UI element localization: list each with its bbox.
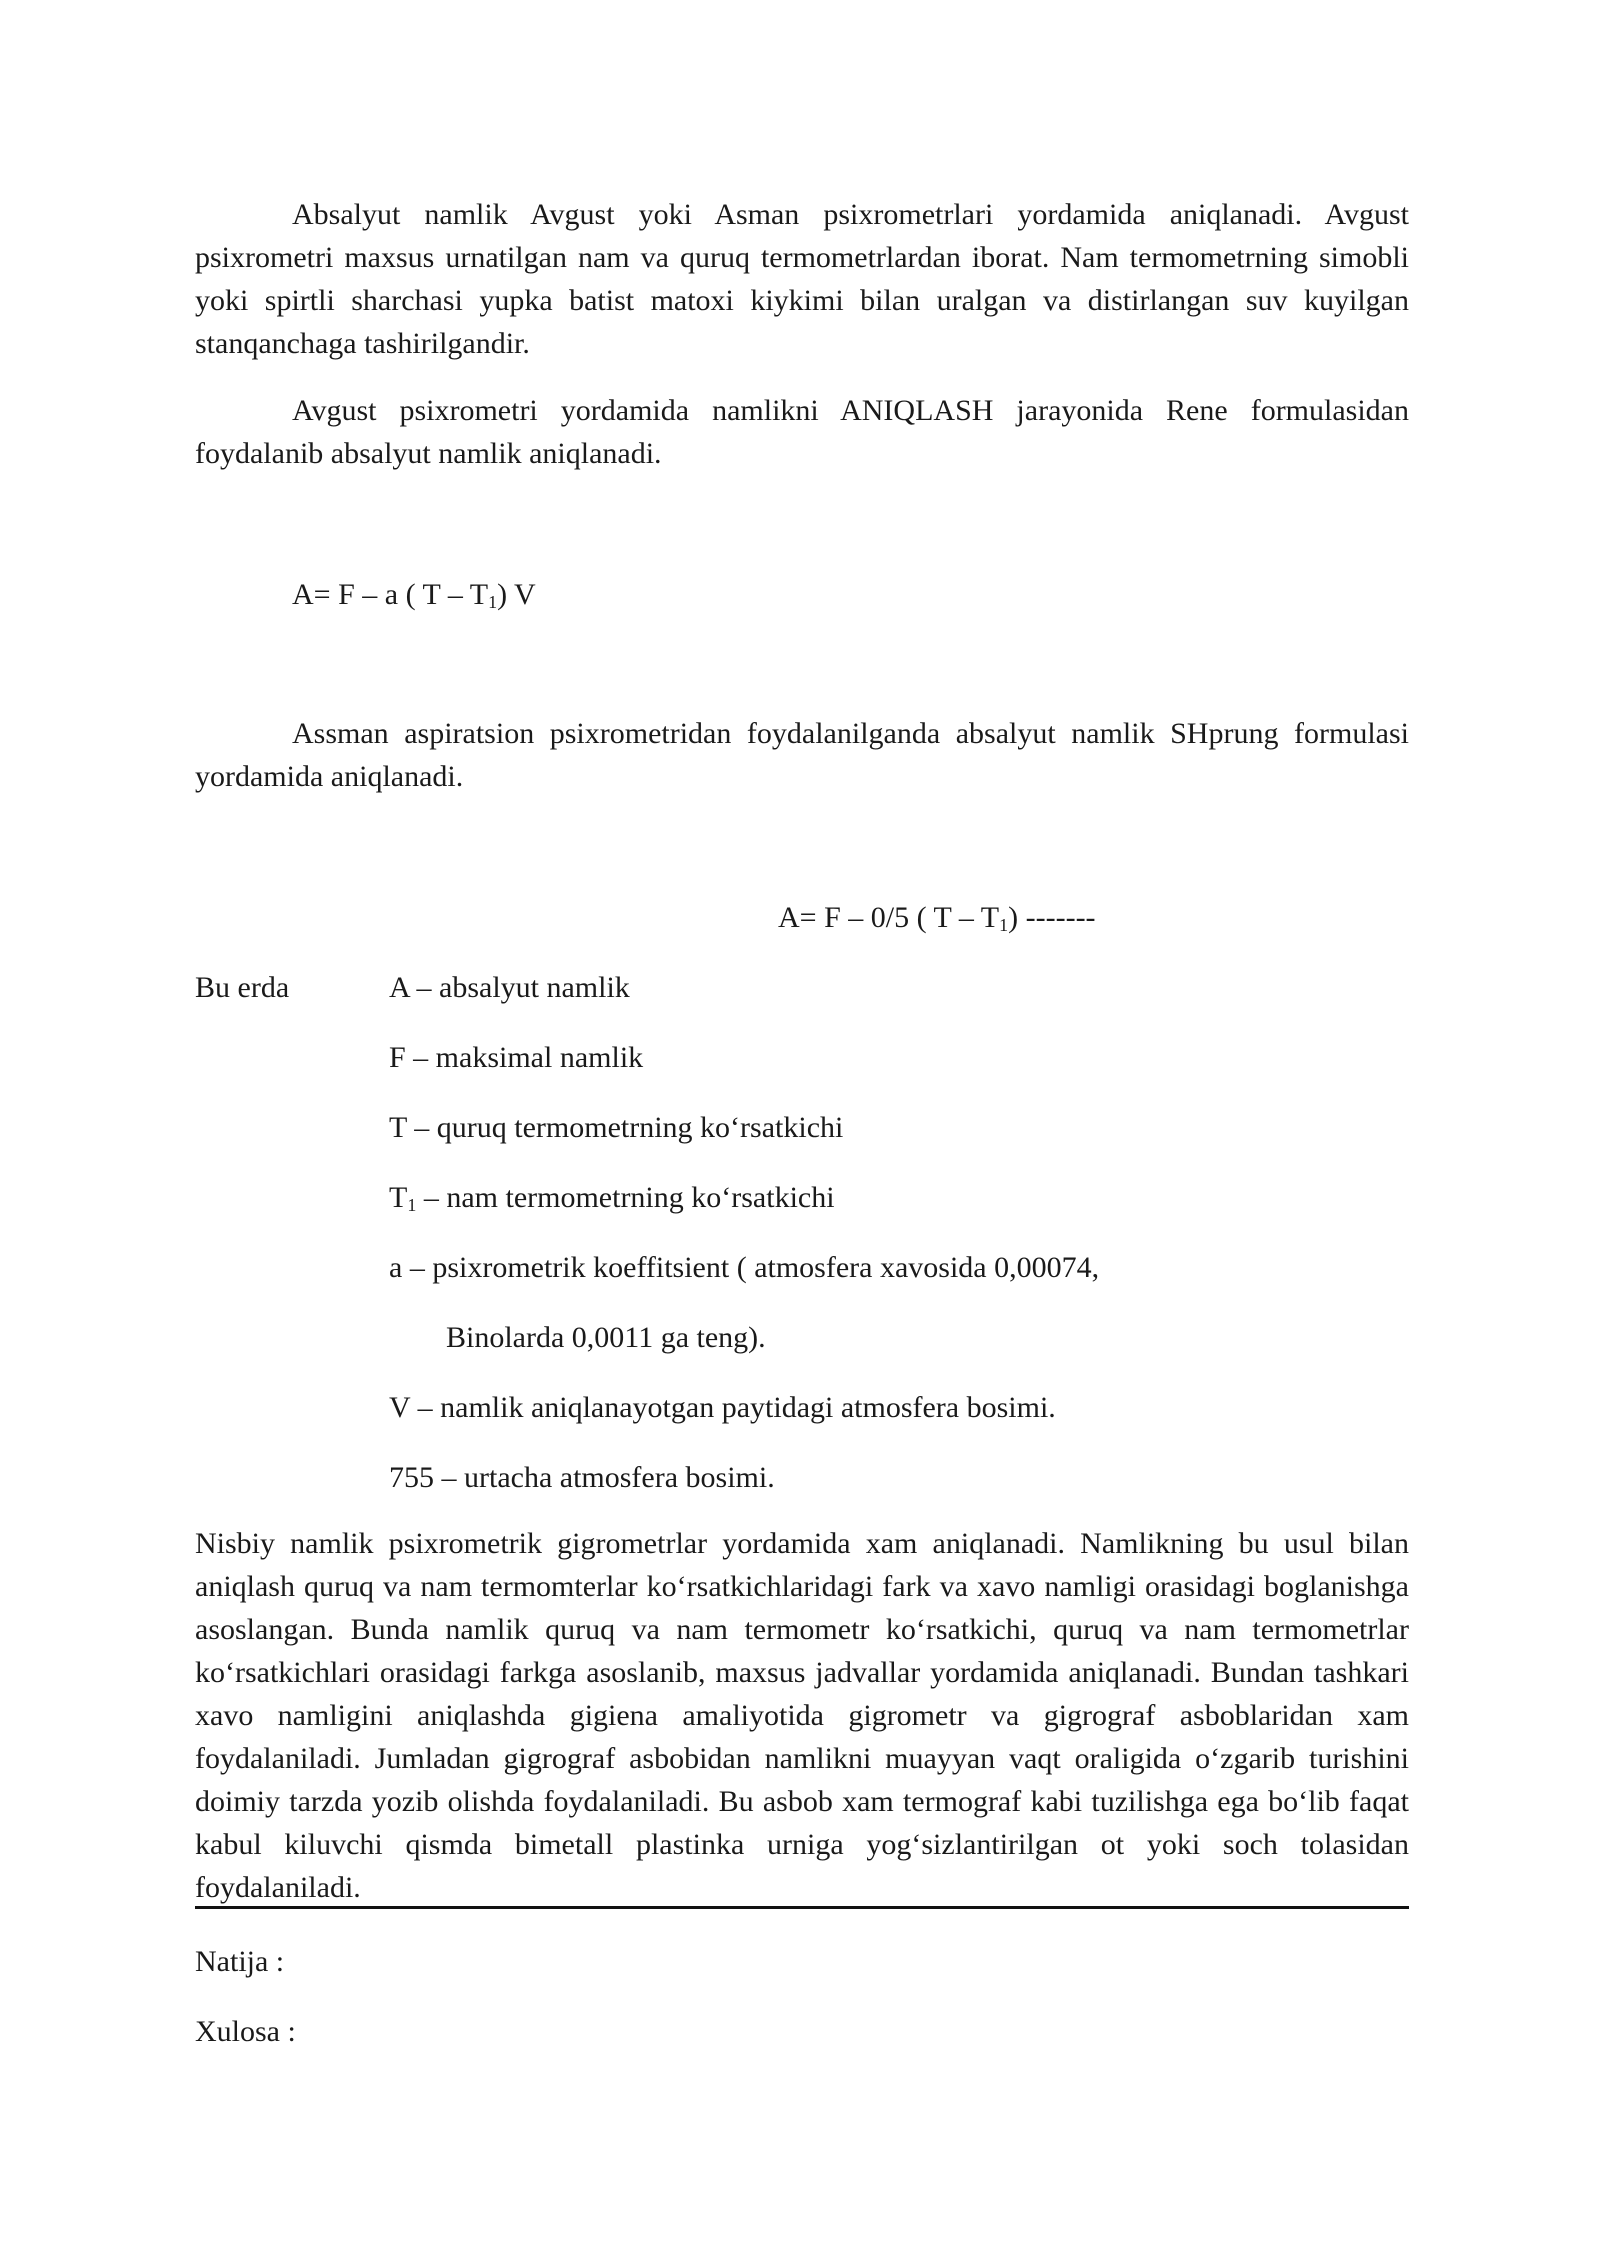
formula-rene-tail: ) V: [497, 578, 536, 611]
formula-shprung-tail: ) -------: [1008, 901, 1096, 934]
horizontal-rule: [195, 1906, 1409, 1909]
paragraph-avgust-asman: Absalyut namlik Avgust yoki Asman psixrometrlari yordamida aniqlanadi. Avgust psixrometri maxsus urnatilgan nam va quruq termometrlardan iborat. Nam termometrning simobli yoki spirtli sharchasi yupka batist matoxi kiykimi bilan uralgan va distirlangan suv kuyilgan stanqanchaga tashirilgandir.: [195, 198, 1409, 360]
formula-rene-subscript: 1: [488, 592, 498, 612]
natija-label: Natija :: [195, 1945, 285, 1978]
formula-rene-main: A= F – a ( T – T: [292, 578, 489, 611]
definition-a-coefficient: a – psixrometrik koeffitsient ( atmosfera xavosida 0,00074,: [389, 1251, 1100, 1284]
formula-shprung: [778, 896, 1096, 939]
definition-t1-subscript: 1: [407, 1195, 417, 1215]
formula-rene: [292, 573, 536, 616]
definitions-intro: Bu erda: [195, 971, 290, 1004]
definition-v: V – namlik aniqlanayotgan paytidagi atmosfera bosimi.: [389, 1391, 1056, 1424]
definition-t1-symbol: T: [389, 1181, 408, 1214]
definition-a: A – absalyut namlik: [389, 971, 630, 1004]
definition-a-coefficient-continued: Binolarda 0,0011 ga teng).: [446, 1321, 766, 1354]
definition-755: 755 – urtacha atmosfera bosimi.: [389, 1461, 775, 1494]
xulosa-label: Xulosa :: [195, 2015, 296, 2048]
definition-t1-text: – nam termometrning ko‘rsatkichi: [416, 1181, 835, 1214]
definition-t1: [389, 1176, 835, 1219]
formula-shprung-subscript: 1: [999, 915, 1009, 935]
paragraph-shprung-formula: Assman aspiratsion psixrometridan foydalanilganda absalyut namlik SHprung formulasi yordamida aniqlanadi.: [195, 717, 1409, 793]
paragraph-nisbiy-namlik: Nisbiy namlik psixrometrik gigrometrlar yordamida xam aniqlanadi. Namlikning bu usul bilan aniqlash quruq va nam termomterlar ko‘rsatkichlaridagi fark va xavo namligi orasidagi boglanishga asoslangan. Bunda namlik quruq va nam termometr ko‘rsatkichi, quruq va nam termometrlar ko‘rsatkichlari orasidagi farkga asoslanib, maxsus jadvallar yordamida aniqlanadi. Bundan tashkari xavo namligini aniqlashda gigiena amaliyotida gigrometr va gigrograf asboblaridan xam foydalaniladi. Jumladan gigrograf asbobidan namlikni muayyan vaqt oraligida o‘zgarib turishini doimiy tarzda yozib olishda foydalaniladi. Bu asbob xam termograf kabi tuzilishga ega bo‘lib faqat kabul kiluvchi qismda bimetall plastinka urniga yog‘sizlantirilgan ot yoki soch tolasidan foydalaniladi.: [195, 1527, 1409, 1904]
paragraph-rene-formula: Avgust psixrometri yordamida namlikni ANIQLASH jarayonida Rene formulasidan foydalanib absalyut namlik aniqlanadi.: [195, 394, 1409, 470]
formula-shprung-main: A= F – 0/5 ( T – T: [778, 901, 1000, 934]
definition-f: F – maksimal namlik: [389, 1041, 644, 1074]
definition-t: T – quruq termometrning ko‘rsatkichi: [389, 1111, 844, 1144]
